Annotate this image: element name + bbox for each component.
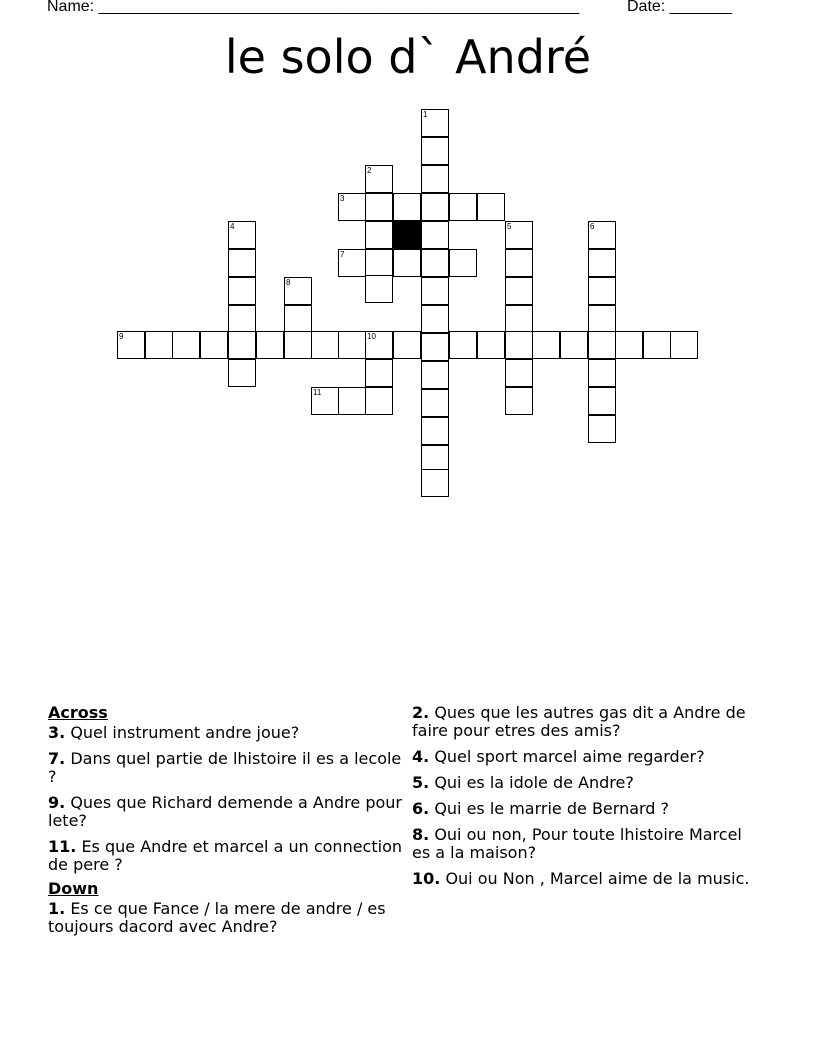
grid-cell[interactable] <box>588 415 616 443</box>
grid-cell[interactable] <box>421 193 449 221</box>
grid-cell[interactable] <box>532 331 560 359</box>
grid-cell[interactable] <box>338 331 366 359</box>
page-title: le solo d` André <box>224 30 592 84</box>
grid-cell[interactable] <box>228 277 256 305</box>
grid-cell[interactable] <box>421 109 449 137</box>
grid-cell[interactable] <box>505 305 533 333</box>
grid-cell[interactable] <box>588 387 616 415</box>
grid-cell[interactable] <box>588 277 616 305</box>
across-clue-9 <box>48 794 408 830</box>
grid-cell[interactable] <box>643 331 671 359</box>
clues-right-column <box>412 704 757 896</box>
clue-number: 2. <box>412 703 430 722</box>
grid-cell[interactable] <box>284 305 312 333</box>
grid-cell[interactable] <box>560 331 588 359</box>
grid-cell[interactable] <box>228 221 256 249</box>
clue-text: Qui es le marrie de Bernard ? <box>434 799 670 818</box>
grid-cell[interactable] <box>338 193 366 221</box>
clue-text: Oui ou Non , Marcel aime de la music. <box>445 869 750 888</box>
grid-cell[interactable] <box>365 275 393 303</box>
clue-text: Dans quel partie de lhistoire il es a lecole ? <box>48 749 402 786</box>
grid-cell[interactable] <box>393 249 421 277</box>
down-clue-4 <box>412 748 757 766</box>
grid-cell[interactable] <box>393 331 421 359</box>
across-heading: Across <box>48 703 108 722</box>
grid-cell[interactable] <box>421 165 449 193</box>
grid-cell[interactable] <box>670 331 698 359</box>
grid-cell[interactable] <box>365 359 393 387</box>
clue-text: Quel sport marcel aime regarder? <box>434 747 705 766</box>
grid-cell[interactable] <box>588 305 616 333</box>
grid-cell[interactable] <box>449 249 477 277</box>
clue-number: 4. <box>412 747 430 766</box>
grid-cell[interactable] <box>256 331 284 359</box>
clue-text: Es que Andre et marcel a un connection de pere ? <box>48 837 402 874</box>
clue-number: 1. <box>48 899 66 918</box>
grid-cell[interactable] <box>228 305 256 333</box>
clue-number: 9. <box>48 793 66 812</box>
grid-cell[interactable] <box>505 249 533 277</box>
grid-cell[interactable] <box>284 331 312 359</box>
grid-cell[interactable] <box>421 249 449 277</box>
across-clue-7 <box>48 750 408 786</box>
grid-cell[interactable] <box>505 277 533 305</box>
grid-cell[interactable] <box>365 165 393 193</box>
grid-cell[interactable] <box>505 359 533 387</box>
grid-cell[interactable] <box>421 137 449 165</box>
clue-text: Oui ou non, Pour toute lhistoire Marcel es a la maison? <box>412 825 742 862</box>
clue-number: 10. <box>412 869 441 888</box>
grid-cell[interactable] <box>421 221 449 249</box>
grid-cell[interactable] <box>365 331 393 359</box>
grid-cell[interactable] <box>145 331 173 359</box>
grid-cell[interactable] <box>421 305 449 333</box>
grid-cell[interactable] <box>421 277 449 305</box>
grid-cell[interactable] <box>505 387 533 415</box>
clue-number: 7. <box>48 749 66 768</box>
grid-cell[interactable] <box>365 249 393 277</box>
clue-text: Ques que Richard demende a Andre pour lete? <box>48 793 402 830</box>
clues-left-column <box>48 704 408 944</box>
grid-cell[interactable] <box>338 387 366 415</box>
down-heading: Down <box>48 879 99 898</box>
grid-cell[interactable] <box>449 193 477 221</box>
grid-cell[interactable] <box>228 359 256 387</box>
clue-number: 1 <box>423 110 428 119</box>
grid-cell[interactable] <box>311 387 339 415</box>
grid-cell[interactable] <box>393 193 421 221</box>
grid-cell[interactable] <box>588 359 616 387</box>
clue-number: 6 <box>590 222 595 231</box>
grid-cell[interactable] <box>505 331 533 359</box>
clue-number: 9 <box>119 332 124 341</box>
clue-number: 3 <box>340 194 345 203</box>
name-field-label: Name: ______________________________________________________ <box>47 0 580 15</box>
grid-cell[interactable] <box>421 333 449 361</box>
grid-cell[interactable] <box>421 389 449 417</box>
grid-cell[interactable] <box>477 331 505 359</box>
grid-cell[interactable] <box>588 249 616 277</box>
grid-cell[interactable] <box>365 221 393 249</box>
grid-cell[interactable] <box>588 331 616 359</box>
grid-cell[interactable] <box>228 249 256 277</box>
clue-number: 4 <box>230 222 235 231</box>
down-clue-10 <box>412 870 757 888</box>
clue-number: 5. <box>412 773 430 792</box>
clue-number: 10 <box>367 332 376 341</box>
clue-number: 2 <box>367 166 372 175</box>
grid-cell[interactable] <box>338 249 366 277</box>
clue-number: 8. <box>412 825 430 844</box>
clue-number: 11. <box>48 837 77 856</box>
down-clue-2 <box>412 704 757 740</box>
clue-number: 8 <box>286 278 291 287</box>
clue-text: Ques que les autres gas dit a Andre de faire pour etres des amis? <box>412 703 746 740</box>
grid-cell[interactable] <box>117 331 145 359</box>
grid-cell[interactable] <box>477 193 505 221</box>
grid-cell[interactable] <box>421 417 449 445</box>
clue-text: Qui es la idole de Andre? <box>434 773 634 792</box>
grid-cell[interactable] <box>615 331 643 359</box>
grid-cell[interactable] <box>449 331 477 359</box>
clue-number: 7 <box>340 250 345 259</box>
grid-cell[interactable] <box>228 331 256 359</box>
grid-cell[interactable] <box>311 331 339 359</box>
down-clue-8 <box>412 826 757 862</box>
grid-cell[interactable] <box>588 221 616 249</box>
grid-cell[interactable] <box>365 387 393 415</box>
black-cell <box>393 221 421 249</box>
across-clue-3 <box>48 724 408 742</box>
grid-cell[interactable] <box>172 331 200 359</box>
grid-cell[interactable] <box>421 361 449 389</box>
grid-cell[interactable] <box>284 277 312 305</box>
across-clue-11 <box>48 838 408 874</box>
down-clue-1 <box>48 900 408 936</box>
grid-cell[interactable] <box>365 193 393 221</box>
clue-number: 11 <box>313 388 322 397</box>
clue-number: 5 <box>507 222 512 231</box>
grid-cell[interactable] <box>421 469 449 497</box>
clue-text: Quel instrument andre joue? <box>70 723 300 742</box>
date-field-label: Date: _______ <box>627 0 732 15</box>
clue-number: 6. <box>412 799 430 818</box>
grid-cell[interactable] <box>505 221 533 249</box>
down-clue-5 <box>412 774 757 792</box>
clue-number: 3. <box>48 723 66 742</box>
down-clue-6 <box>412 800 757 818</box>
grid-cell[interactable] <box>200 331 228 359</box>
clue-text: Es ce que Fance / la mere de andre / es toujours dacord avec Andre? <box>48 899 386 936</box>
